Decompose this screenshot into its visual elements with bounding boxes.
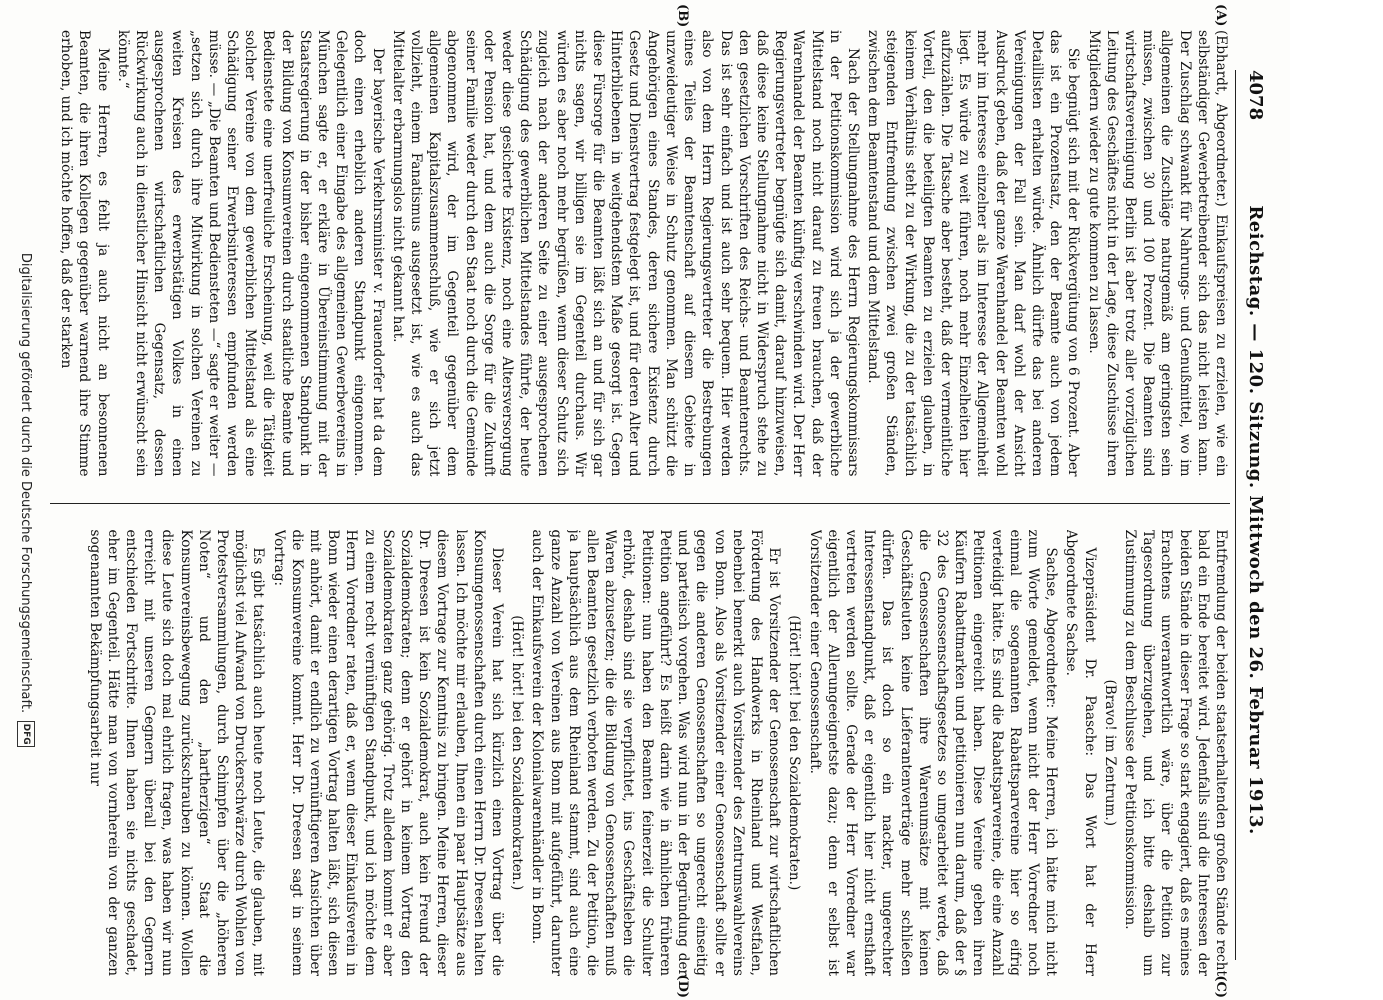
page-header <box>1235 70 1276 960</box>
paragraph: Nach der Stellungnahme des Herrn Regierungskommissars in der Petitionskommission wird sich ja der gewerbliche Mittelstand noch nicht darauf zu freuen brauchen, daß der Warenhandel der Beamten künftig verschwinden wird. Der Herr Regierungsvertreter begnügte sich damit, darauf hinzuweisen, daß diese keine Stellungnahme nicht in Widerspruch stehe zu den gesetzlichen Vorschriften des Reichs- und Beamtenrechts. Das ist sehr einfach und ist auch sehr bequem. Hier werden also von dem Herrn Regierungsvertreter die Bestrebungen eines Teiles der Beamtenschaft auf diesem Gebiete in unzweideutiger Weise in Schutz genommen. Man schützt die Angehörigen eines Standes, deren sichere Existenz durch Gesetz und Dienstvertrag festgelegt ist, und für deren Alter und Hinterbliebenen in weitgehendstem Maße gesorgt ist. Gegen diese Fürsorge für die Beamten läßt sich an und für sich gar nichts sagen, wir billigen sie im Gegenteil durchaus. Wir würden es aber noch mehr begrüßen, wenn dieser Schutz sich zugleich nach der anderen Seite zu einer ausgesprochenen Schädigung des gewerblichen Mittelstandes führte, der heute weder diese gesicherte Existenz, noch eine Altersversorgung oder Pension hat, und dem auch die Sorge für die Zukunft seiner Familie weder durch den Staat noch durch die Gemeinde abgenommen wird, der im Gegenteil gegenüber dem allgemeinen Kapitalszusammenschluß, wie er sich jetzt vollzieht, einem Fanatismus ausgesetzt ist, wie es auch das Mittelalter erbarmungslos nicht gekannt hat. <box>389 30 861 477</box>
paragraph: Der bayerische Verkehrsminister v. Frauendorfer hat da dem doch einen erheblich anderen Standpunkt eingenommen. Gelegentlich einer Eingabe des allgemeinen Gewerbevereins in München sagte er, er erkläre in Übereinstimmung mit der Staatsregierung in der bisher eingenommenen Standpunkt in der Bildung von Konsumvereinen durch staatliche Beamte und Bedienstete eine unerfreuliche Erscheinung, weil die Tätigkeit solcher Vereine von dem gewerblichen Mittelstand als eine Schädigung seiner Erwerbsinteressen empfunden werden müsse. — „Die Beamten und Bediensteten —“ sagte er weiter — „setzen sich durch ihre Mitwirkung in solchen Vereinen zu weiten Kreisen des erwerbstätigen Volkes in einen ausgesprochenen wirtschaftlichen Gegensatz, dessen Rückwirkung auch in dienstlicher Hinsicht nicht erwünscht sein könnte.“ <box>114 30 386 477</box>
margin-marker-b: (B) <box>675 4 690 28</box>
page-body <box>50 30 1230 976</box>
paragraph: (Ebhardt, Abgeordneter.) Einkaufspreisen zu erzielen, wie ein selbständiger Gewerbetreibender sich das nicht leisten kann. Der Zuschlag schwankt für Nahrungs- und Genußmittel, wo im allgemeinen die Zuschläge naturgemäß am geringsten sein müssen, zwischen 30 und 100 Prozent. Die Beamten sind wirtschaftsvereinigung Berlin ist aber trotz aller vorzüglichen Leitung des Geschäftes nicht in der Lage, diese Zuschüsse ihren Mitgliedern wieder zu gute kommen zu lassen. <box>1085 30 1229 477</box>
quotation: Es gibt tatsächlich auch heute noch Leute, die glauben, mit möglichst viel Aufwand von Druckerschwärze durch Wohlen von Protestversammlungen, durch Schimpfen über die „höheren Noten“ und den „hartherzigen“ Staat die Konsumvereinsbewegung zurückschrauben zu können. Wollen diese Leute sich doch mal ehrlich fragen, was haben wir nun erreicht mit unseren Gegnern überall bei den Gegnern entschieden Fortschritte. Ihnen haben sie nichts geschadet, eher im Gegenteil. Hätte man von vornherein von der ganzen sogenannten Bekämpfungsarbeit nur <box>86 529 267 976</box>
left-column <box>50 30 1230 477</box>
interjection: (Hört! hört! bei den Sozialdemokraten.) <box>509 615 526 891</box>
margin-marker-d: (D) <box>675 974 690 998</box>
paragraph: Entfremdung der beiden staatserhaltenden großen Stände recht bald ein Ende bereitet wird. Jedenfalls sind die Interessen der beiden Stände in dieser Frage so stark engagiert, daß es meines Erachtens unverantwortlich wäre, über die Petition zur Tagesordnung überzugehen, und ich bitte deshalb um Zustimmung zu dem Beschlusse der Petitionskommission. <box>1121 529 1229 976</box>
paragraph: Vizepräsident Dr. Paasche: Das Wort hat der Herr Abgeordnete Sachse. <box>1063 529 1098 976</box>
column-divider <box>50 503 1230 504</box>
page-number: 4078 <box>1245 70 1267 121</box>
paragraph: Er ist Vorsitzender der Genossenschaft zur wirtschaftlichen Förderung des Handwerks in Rheinland und Westfalen, nebenbei bemerkt auch Vorsitzender des Zentrumswahlvereins von Bonn. Also als Vorsitzender einer Genossenschaft sollte er gegen die anderen Genossenschaften so ungerecht einseitig und parteiisch vorgehen. Was wird nun in der Begründung der Petition angeführt? Es heißt darin wie in ähnlichen früheren Petitionen: nun haben den Beamten feinerzeit die Schulter erhöht, deshalb sind sie verpflichtet, ins Geschäftsleben die Waren abzusetzen; die die Bildung von Genossenschaften muß allen Beamten gesetzlich verboten werden. Zu der Petition, die ja hauptsächlich aus dem Rheinland stammt, sind auch eine ganze Anzahl von Vereinen aus Bonn mit aufgeführt, darunter auch der Einkaufsverein der Kolonialwarenhändler in Bonn. <box>529 529 783 976</box>
dfg-logo-icon: DFG <box>17 721 35 747</box>
interjection: (Bravo! im Zentrum.) <box>1101 679 1118 827</box>
margin-marker-c: (C) <box>1213 975 1228 998</box>
session-title: Reichstag. — 120. Sitzung. Mittwoch den 26. Februar 1913. <box>1245 205 1267 835</box>
paragraph: Dieser Verein hat sich kürzlich einen Vortrag über die Konsumgenossenschaften durch einen Herrn Dr. Dreesen halten lassen. Ich möchte mir erlauben, Ihnen ein paar Hauptsätze aus diesem Vortrage zur Kenntnis zu bringen. Meine Herren, dieser Dr. Dreesen ist kein Sozialdemokrat, auch kein Freund der Sozialdemokraten; denn er gehört in keinem Vortrag den Sozialdemokraten ganz gehörig. Trotz alledem kommt er aber zu einem recht vernünftigen Standpunkt, und ich möchte dem Herrn Vorredner raten, daß er, wenn dieser Einkaufsverein in Bonn wieder einen derartigen Vortrag halten läßt, sich diesen mit anhört, damit er endlich zu vernünftigeren Ansichten über die Konsumvereine kommt. Herr Dr. Dreesen sagt in seinem Vortrag: <box>270 529 506 976</box>
paragraph: Sie begnügt sich mit der Rückvergütung von 6 Prozent. Aber das ist ein Prozentsatz, den der Beamte auch von jedem Detaillisten erhalten würde. Ähnlich dürfte das bei anderen Vereinigungen der Fall sein. Man darf wohl der Ansicht Ausdruck geben, daß der ganze Warenhandel der Beamten wohl mehr im Interesse einzelner als im Interesse der Allgemeinheit liegt. Es würde zu weit führen, noch mehr Einzelheiten hier aufzuzählen. Die Tatsache aber besteht, daß der vermeintliche Vorteil, den die beteiligten Beamten zu erzielen glauben, in keinem Verhältnis steht zu der Wirkung, die zu der tatsächlich steigenden Entfremdung zwischen zwei großen Ständen, zwischen dem Beamtenstand und dem Mittelstand. <box>865 30 1082 477</box>
credit-text: Digitalisierung gefördert durch die Deutsche Forschungsgemeinschaft. <box>18 252 34 714</box>
right-column <box>50 530 1230 977</box>
interjection: (Hört! hört! bei den Sozialdemokraten.) <box>786 615 803 891</box>
paragraph: Meine Herren, es fehlt ja auch nicht an besonnenen Beamten, die ihren Kollegen gegenüber warnend ihre Stimme erhoben, und ich möchte hoffen, daß der starken <box>58 30 111 477</box>
margin-marker-a: (A) <box>1213 4 1228 27</box>
paragraph: Sachse, Abgeordneter: Meine Herren, ich hätte mich nicht zum Worte gemeldet, wenn nicht der Herr Vorredner noch einmal die sogenannten Rabattsparvereine hier so eifrig verteidigt hätte. Es sind die Rabattsparvereine, die eine Anzahl Petitionen eingereicht haben. Diese Vereine geben ihren Käufern Rabattmarken und petitionieren nun darum, daß der § 32 des Genossenschaftsgesetzes so umgearbeitet werde, daß die Genossenschaften ihre Warenumsätze mit keinen Geschäftsleuten keine Lieferantenverträge mehr schließen dürfen. Das ist doch so ein nackter, ungerechter Interessenstandpunkt, daß er eigentlich hier nicht ernsthaft vertreten werden sollte. Gerade der Herr Vorredner war eigentlich der Allerungeeignetste dazu; denn er selbst ist Vorsitzender einer Genossenschaft. <box>806 529 1060 976</box>
digitization-credit <box>6 0 46 1000</box>
